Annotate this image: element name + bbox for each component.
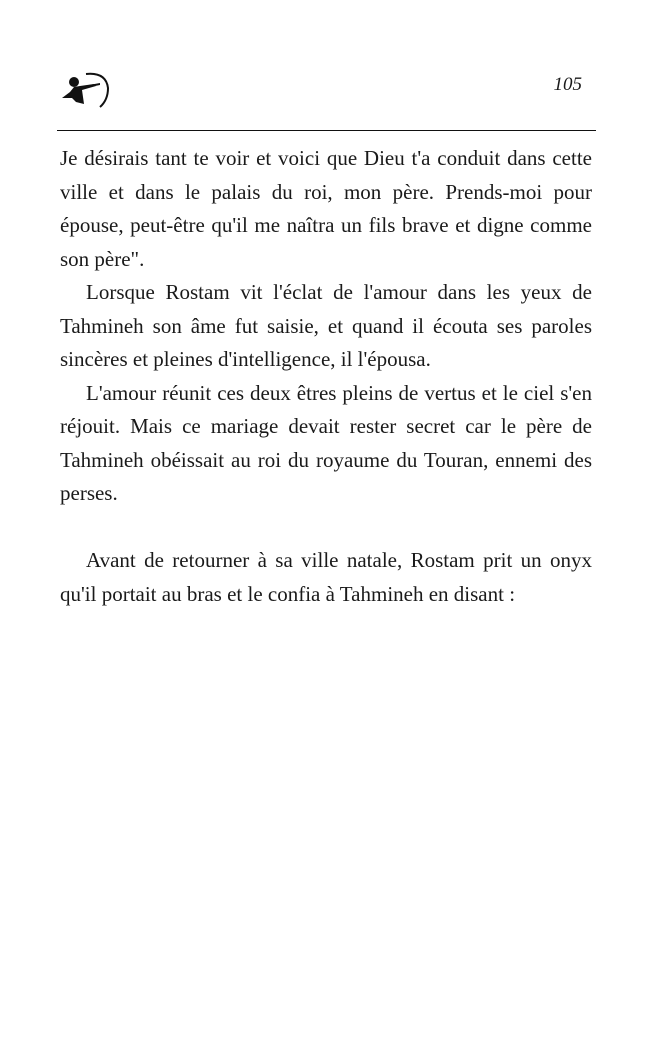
- page-header: [0, 0, 650, 135]
- paragraph: L'amour réunit ces deux êtres pleins de vertus et le ciel s'en réjouit. Mais ce mariage devait rester secret car le père de Tahmineh obéissait au roi du royaume du Touran, ennemi des perses.: [60, 380, 592, 505]
- paragraph: Je désirais tant te voir et voici que Dieu t'a conduit dans cette ville et dans le palais du roi, mon père. Prends-moi pour épouse, peut-être qu'il me naîtra un fils brave et digne comme son père".: [60, 146, 592, 271]
- page-number: 105: [553, 74, 582, 95]
- header-rule: [57, 130, 596, 131]
- archer-with-bow-icon: [60, 70, 116, 110]
- paragraph: Lorsque Rostam vit l'éclat de l'amour dans les yeux de Tahmineh son âme fut saisie, et quand il écouta ses paroles sincères et pleines d'intelligence, il l'épousa.: [60, 280, 592, 371]
- body-text: [60, 142, 592, 611]
- paragraph: Avant de retourner à sa ville natale, Rostam prit un onyx qu'il portait au bras et le confia à Tahmineh en disant :: [60, 548, 592, 606]
